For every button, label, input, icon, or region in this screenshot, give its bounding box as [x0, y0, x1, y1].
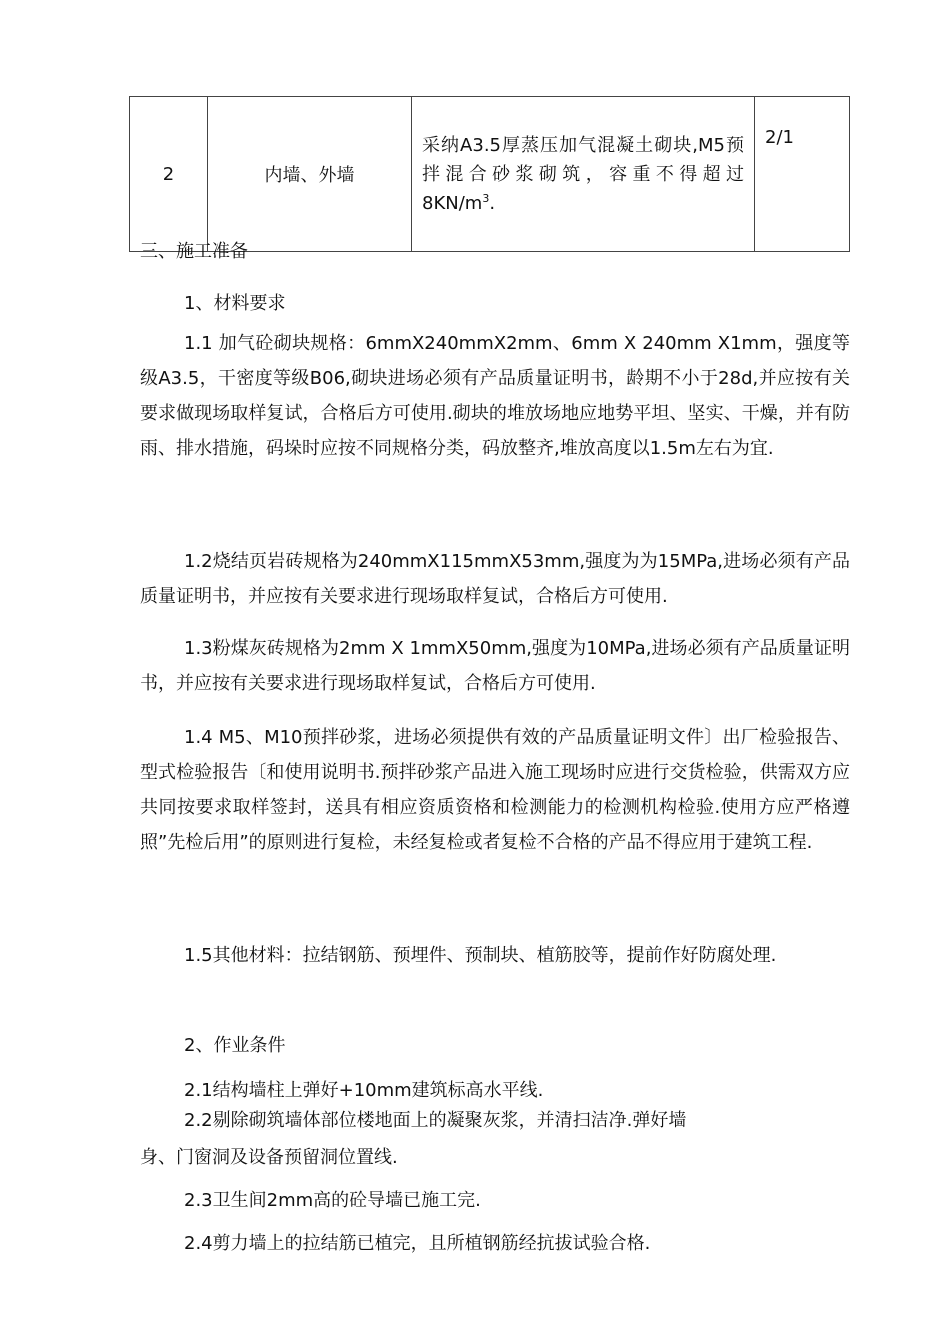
paragraph-2-3: 2.3卫生间2mm高的砼导墙已施工完. — [184, 1190, 481, 1211]
paragraph-2-1: 2.1结构墙柱上弹好+10mm建筑标高水平线. — [184, 1080, 544, 1101]
subsection-heading-conditions: 2、作业条件 — [184, 1035, 286, 1056]
paragraph-1-5: 1.5其他材料：拉结钢筋、预埋件、预制块、植筋胶等，提前作好防腐处理. — [184, 945, 777, 966]
paragraph-1-2: 1.2烧结页岩砖规格为240mmX115mmX53mm,强度为为15MPa,进场必须有产品质量证明书，并应按有关要求进行现场取样复试，合格后方可使用. — [140, 551, 850, 607]
wall-material-table — [129, 96, 850, 252]
unit-superscript: 3 — [482, 191, 490, 205]
subsection-heading-materials: 1、材料要求 — [184, 293, 286, 314]
paragraph-1-3: 1.3粉煤灰砖规格为2mm X 1mmX50mm,强度为10MPa,进场必须有产品质量证明书，并应按有关要求进行现场取样复试，合格后方可使用. — [140, 638, 850, 694]
material-description-text: 采纳A3.5厚蒸压加气混凝土砌块,M5预拌混合砂浆砌筑，容重不得超过8KN/m — [422, 134, 744, 214]
paragraph-2-4: 2.4剪力墙上的拉结筋已植完，且所植钢筋经抗拔试验合格. — [184, 1233, 651, 1254]
paragraph-1-4: 1.4 M5、M10预拌砂浆，进场必须提供有效的产品质量证明文件〕出厂检验报告、型式检验报告〔和使用说明书.预拌砂浆产品进入施工现场时应进行交货检验，供需双方应共同按要求取样签封，送具有相应资质资格和检测能力的检测机构检验.使用方应严格遵照”先检后用”的原则进行复检，未经复检或者复检不合格的产品不得应用于建筑工程. — [140, 727, 850, 853]
section-heading: 三、施工准备 — [140, 241, 248, 262]
wall-position: 内墙、外墙 — [208, 97, 412, 252]
paragraph-1-1: 1.1 加气砼砌块规格：6mmX240mmX2mm、6mm X 240mm X1mm，强度等级A3.5，干密度等级B06,砌块进场必须有产品质量证明书，龄期不小于28d,并应按有关要求做现场取样复试，合格后方可使用.砌块的堆放场地应地势平坦、坚实、干燥，并有防雨、排水措施，码垛时应按不同规格分类，码放整齐,堆放高度以1.5m左右为宜. — [140, 333, 850, 459]
material-description-end: . — [489, 192, 496, 214]
row-value: 2/1 — [755, 97, 850, 252]
paragraph-2-2-line-2: 身、门窗洞及设备预留洞位置线. — [140, 1147, 398, 1168]
row-number: 2 — [130, 97, 208, 252]
table-row — [130, 97, 850, 252]
paragraph-2-2-line-1: 2.2剔除砌筑墙体部位楼地面上的凝聚灰浆，并清扫洁净.弹好墙 — [184, 1110, 687, 1131]
material-description — [412, 97, 755, 252]
